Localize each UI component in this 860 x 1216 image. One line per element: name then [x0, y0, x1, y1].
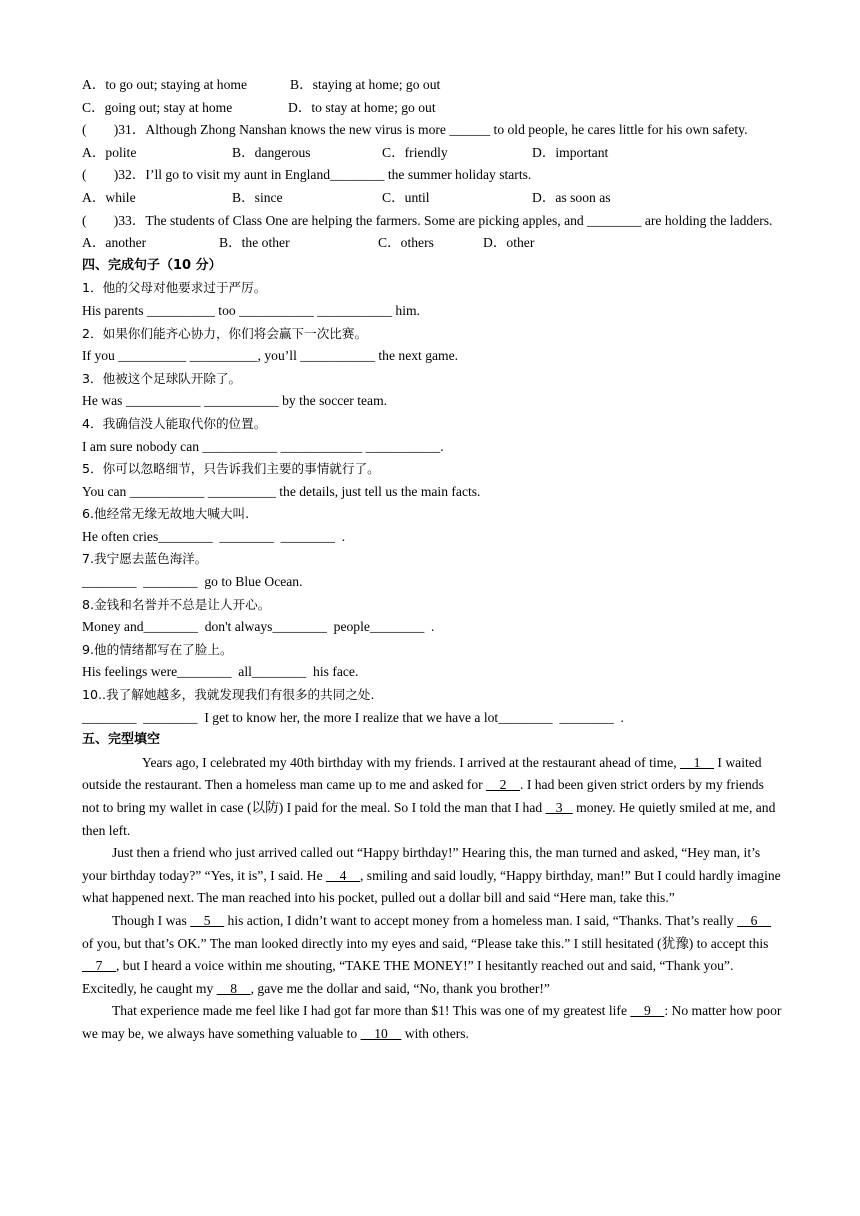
sentence-5-en: You can ___________ __________ the details, just tell us the main facts.	[82, 483, 481, 499]
sentence-1-cn: 1．他的父母对他要求过于严厉。	[82, 280, 267, 296]
cloze-paragraph-2	[82, 842, 782, 910]
q30-option-a: A．to go out; staying at home	[82, 77, 247, 92]
cloze-text: money. He quietly smiled at me, and then left.	[82, 800, 776, 838]
q31-option-c: C．friendly	[382, 144, 448, 160]
sentence-3-cn: 3．他被这个足球队开除了。	[82, 370, 242, 386]
blank-6: 6	[737, 912, 772, 928]
cloze-text: I waited outside the restaurant. Then a homeless man came up to me and asked for	[82, 754, 762, 793]
q32-option-a: A．while	[82, 189, 136, 205]
sentence-4-cn: 4．我确信没人能取代你的位置。	[82, 415, 267, 431]
q32-option-c: C．until	[382, 189, 430, 205]
blank-9: 9	[630, 1003, 665, 1019]
sentence-9-en: His feelings were________ all________ his face.	[82, 664, 359, 680]
q33-option-c: C．others	[378, 235, 434, 251]
sentence-1-en: His parents __________ too ___________ ___________ him.	[82, 302, 420, 318]
section5-title: 五、完型填空	[82, 732, 161, 748]
q32-option-b: B．since	[232, 189, 283, 205]
q33-stem: ( )33．The students of Class One are helping the farmers. Some are picking apples, and ________ are holding the ladders.	[82, 212, 773, 228]
blank-8: 8	[216, 980, 251, 996]
q30-options-row1	[82, 74, 782, 97]
blank-5: 5	[190, 912, 225, 928]
sentence-4-en: I am sure nobody can ___________ ____________ ___________.	[82, 438, 444, 454]
sentence-8-en: Money and________ don't always________ people________ .	[82, 619, 435, 635]
cloze-text: , smiling and said loudly, “Happy birthday, man!” But I could hardly imagine what happened next. The man reached into his pocket, pulled out a dollar bill and said “Here man, take this.”	[82, 867, 781, 906]
q30-option-c: C．going out; stay at home	[82, 99, 233, 115]
q33-option-d: D．other	[483, 235, 535, 251]
sentence-2-en: If you __________ __________, you’ll ___________ the next game.	[82, 348, 459, 364]
sentence-5-cn: 5．你可以忽略细节，只告诉我们主要的事情就行了。	[82, 461, 380, 477]
sentence-6-en: He often cries________ ________ ________ .	[82, 528, 346, 544]
sentence-10-en: ________ ________ I get to know her, the more I realize that we have a lot________ ________ .	[82, 709, 624, 725]
q31-option-b: B．dangerous	[232, 144, 311, 160]
sentence-8-cn: 8.金钱和名誉并不总是让人开心。	[82, 596, 271, 612]
cloze-text: That experience made me feel like I had got far more than $1! This was one of my greatest life	[112, 1003, 631, 1019]
q31-options	[82, 142, 782, 165]
cloze-text: . I had been given strict orders by my friends not to bring my wallet in case (以防) I paid for the meal. So I told the man that I had	[82, 777, 764, 815]
q32-options	[82, 187, 782, 210]
blank-7: 7	[82, 958, 116, 974]
blank-10: 10	[360, 1025, 402, 1041]
cloze-text: Though I was	[112, 912, 191, 928]
q32-option-d: D．as soon as	[532, 189, 611, 205]
sentence-7-cn: 7.我宁愿去蓝色海洋。	[82, 551, 208, 567]
sentence-7-en: ________ ________ go to Blue Ocean.	[82, 574, 303, 590]
sentence-9-cn: 9.他的情绪都写在了脸上。	[82, 641, 233, 657]
sentence-2-cn: 2．如果你们能齐心协力，你们将会赢下一次比赛。	[82, 325, 368, 341]
cloze-text: : No matter how poor we may be, we always have something valuable to	[82, 1003, 782, 1041]
sentence-3-en: He was ___________ ___________ by the soccer team.	[82, 393, 388, 409]
cloze-text: , gave me the dollar and said, “No, thank you brother!”	[250, 980, 550, 996]
cloze-paragraph-4	[82, 1000, 782, 1045]
cloze-text: Years ago, I celebrated my 40th birthday with my friends. I arrived at the restaurant ahead of time,	[142, 754, 681, 770]
q33-option-a: A．another	[82, 235, 147, 251]
sentence-10-cn: 10..我了解她越多，我就发现我们有很多的共同之处.	[82, 687, 375, 703]
sentence-6-cn: 6.他经常无缘无故地大喊大叫.	[82, 506, 250, 522]
blank-1: 1	[680, 754, 715, 770]
q31-option-d: D．important	[532, 144, 609, 160]
q33-option-b: B．the other	[219, 235, 290, 251]
q32-stem: ( )32．I’ll go to visit my aunt in England________ the summer holiday starts.	[82, 167, 532, 183]
cloze-paragraph-3	[82, 910, 782, 1000]
section4-title: 四、完成句子（10 分）	[82, 257, 222, 273]
exam-page	[82, 74, 782, 1046]
cloze-text: with others.	[401, 1025, 469, 1041]
q30-option-b: B．staying at home; go out	[290, 77, 441, 92]
blank-2: 2	[486, 777, 521, 793]
q31-option-a: A．polite	[82, 144, 137, 160]
q30-options-row2	[82, 97, 782, 120]
cloze-text: his action, I didn’t want to accept money from a homeless man. I said, “Thanks. That’s really	[224, 912, 738, 928]
cloze-text: of you, but that’s OK.” The man looked directly into my eyes and said, “Please take this.” I still hesitated (犹豫) to accept this	[82, 935, 769, 951]
cloze-text: Just then a friend who just arrived called out “Happy birthday!” Hearing this, the man turned and asked, “Hey man, it’s your birthday today?” “Yes, it is”, I said. He	[82, 845, 761, 883]
q31-stem: ( )31．Although Zhong Nanshan knows the new virus is more ______ to old people, he cares little for his own safety.	[82, 122, 748, 138]
cloze-text: , but I heard a voice within me shouting, “TAKE THE MONEY!” I hesitantly reached out and said, “Thank you”. Excitedly, he caught my	[82, 958, 734, 996]
blank-4: 4	[326, 867, 360, 883]
blank-3: 3	[545, 800, 573, 815]
cloze-paragraph-1	[82, 752, 782, 842]
q30-option-d: D．to stay at home; go out	[288, 99, 436, 115]
q33-options	[82, 232, 782, 255]
